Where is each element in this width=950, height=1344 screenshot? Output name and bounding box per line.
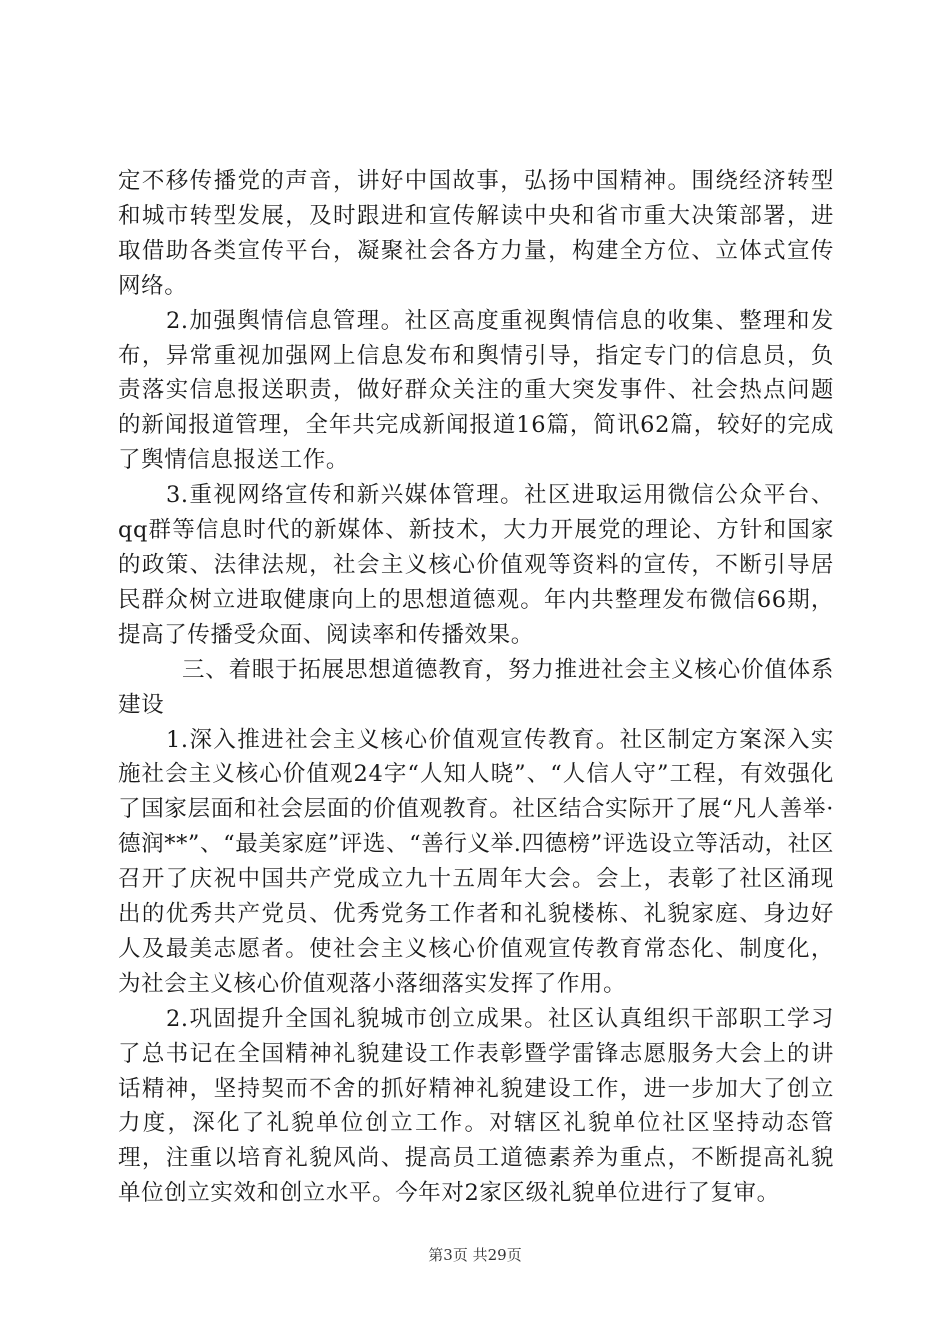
section-heading-three: 三、着眼于拓展思想道德教育，努力推进社会主义核心价值体系建设: [118, 656, 834, 718]
paragraph-item-3-network-media: 3.重视网络宣传和新兴媒体管理。社区进取运用微信公众平台、qq群等信息时代的新媒体、新技术，大力开展党的理论、方针和国家的政策、法律法规，社会主义核心价值观等资料的宣传，不断引导居民群众树立进取健康向上的思想道德观。年内共整理发布微信66期，提高了传播受众面、阅读率和传播效果。: [118, 482, 834, 648]
paragraph-continuation: 定不移传播党的声音，讲好中国故事，弘扬中国精神。围绕经济转型和城市转型发展，及时跟进和宣传解读中央和省市重大决策部署，进取借助各类宣传平台，凝聚社会各方力量，构建全方位、立体式宣传网络。: [118, 168, 834, 299]
paragraph-item-1-core-values: 1.深入推进社会主义核心价值观宣传教育。社区制定方案深入实施社会主义核心价值观24字“人知人晓”、“人信人守”工程，有效强化了国家层面和社会层面的价值观教育。社区结合实际开了展“凡人善举·德润**”、“最美家庭”评选、“善行义举.四德榜”评选设立等活动，社区召开了庆祝中国共产党成立九十五周年大会。会上，表彰了社区涌现出的优秀共产党员、优秀党务工作者和礼貌楼栋、礼貌家庭、身边好人及最美志愿者。使社会主义核心价值观宣传教育常态化、制度化，为社会主义核心价值观落小落细落实发挥了作用。: [118, 726, 834, 997]
page-number-footer: 第3页 共29页: [428, 1246, 522, 1264]
paragraph-item-2-public-opinion: 2.加强舆情信息管理。社区高度重视舆情信息的收集、整理和发布，异常重视加强网上信息发布和舆情引导，指定专门的信息员，负责落实信息报送职责，做好群众关注的重大突发事件、社会热点问题的新闻报道管理，全年共完成新闻报道16篇，简讯62篇，较好的完成了舆情信息报送工作。: [118, 307, 834, 474]
paragraph-item-2-civilized-city: 2.巩固提升全国礼貌城市创立成果。社区认真组织干部职工学习了总书记在全国精神礼貌建设工作表彰暨学雷锋志愿服务大会上的讲话精神，坚持契而不舍的抓好精神礼貌建设工作，进一步加大了创立力度，深化了礼貌单位创立工作。对辖区礼貌单位社区坚持动态管理，注重以培育礼貌风尚、提高员工道德素养为重点，不断提高礼貌单位创立实效和创立水平。今年对2家区级礼貌单位进行了复审。: [118, 1005, 834, 1207]
document-body: [118, 164, 834, 1211]
